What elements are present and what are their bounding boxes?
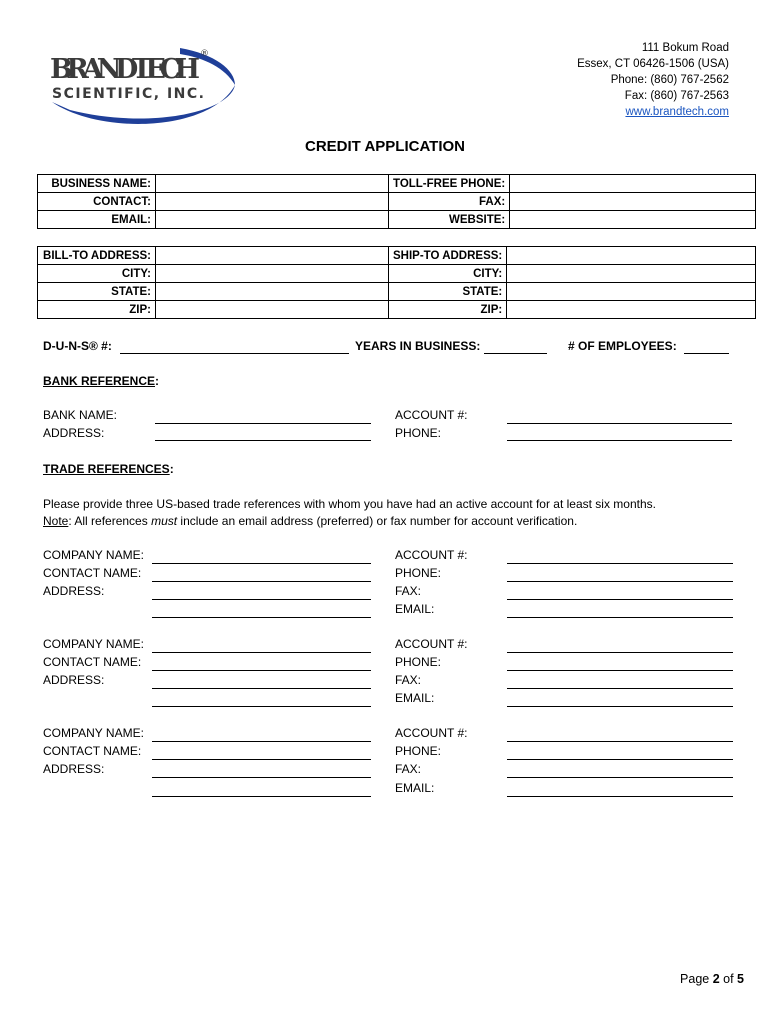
logo-wordmark: BRANDTECH — [50, 54, 200, 85]
contact-name-line[interactable] — [152, 759, 371, 760]
fax-line[interactable] — [507, 688, 733, 689]
phone-label: PHONE: — [395, 655, 442, 669]
company-phone: Phone: (860) 767-2562 — [610, 74, 729, 86]
bank-address-label: ADDRESS: — [43, 426, 105, 440]
account-line[interactable] — [507, 741, 733, 742]
table-row — [38, 283, 756, 301]
company-name-label: COMPANY NAME: — [43, 726, 144, 740]
ship-zip-field[interactable] — [507, 301, 756, 319]
toll-free-phone-field[interactable] — [510, 175, 756, 193]
page-title: CREDIT APPLICATION — [305, 138, 465, 155]
logo-subtitle: SCIENTIFIC, INC. — [52, 86, 204, 102]
duns-line[interactable] — [120, 353, 349, 354]
phone-line[interactable] — [507, 670, 733, 671]
business-name-label: BUSINESS NAME: — [38, 175, 156, 193]
address-line-2[interactable] — [152, 706, 371, 707]
address-line-1[interactable] — [152, 599, 371, 600]
ship-city-label: CITY: — [389, 265, 507, 283]
account-line[interactable] — [507, 652, 733, 653]
bill-city-field[interactable] — [156, 265, 389, 283]
trade-note — [43, 513, 743, 530]
employees-label: # OF EMPLOYEES: — [568, 339, 677, 353]
address-label: ADDRESS: — [43, 762, 105, 776]
company-name-label: COMPANY NAME: — [43, 637, 144, 651]
contact-name-line[interactable] — [152, 670, 371, 671]
page-total: 5 — [737, 972, 744, 986]
bank-heading-text: BANK REFERENCE — [43, 374, 156, 388]
years-in-business-label: YEARS IN BUSINESS: — [355, 339, 481, 353]
address-line-1[interactable] — [152, 688, 371, 689]
years-in-business-line[interactable] — [484, 353, 547, 354]
fax-label: FAX: — [395, 673, 422, 687]
ship-state-field[interactable] — [507, 283, 756, 301]
business-info-table — [37, 174, 756, 229]
contact-name-label: CONTACT NAME: — [43, 566, 142, 580]
fax-line[interactable] — [507, 599, 733, 600]
email-line[interactable] — [507, 617, 733, 618]
website-label: WEBSITE: — [389, 211, 510, 229]
email-label: EMAIL: — [395, 781, 435, 795]
contact-label: CONTACT: — [38, 193, 156, 211]
table-row — [38, 175, 756, 193]
note-text-post: include an email address (preferred) or fax number for account verification. — [177, 514, 578, 528]
company-street: 111 Bokum Road — [641, 42, 729, 54]
logo-swoosh-graphic — [30, 40, 245, 125]
fax-field[interactable] — [510, 193, 756, 211]
bill-city-label: CITY: — [38, 265, 156, 283]
address-table — [37, 246, 756, 319]
address-label: ADDRESS: — [43, 673, 105, 687]
trade-references-heading — [43, 462, 174, 476]
bill-state-label: STATE: — [38, 283, 156, 301]
phone-label: PHONE: — [395, 744, 442, 758]
ship-zip-label: ZIP: — [389, 301, 507, 319]
of-word: of — [719, 972, 738, 986]
bank-address-line[interactable] — [155, 440, 371, 441]
email-line[interactable] — [507, 796, 733, 797]
contact-field[interactable] — [156, 193, 389, 211]
ship-state-label: STATE: — [389, 283, 507, 301]
email-label: EMAIL: — [395, 691, 435, 705]
website-field[interactable] — [510, 211, 756, 229]
note-word: Note — [43, 514, 69, 528]
note-text-pre: : All references — [68, 514, 152, 528]
bank-name-label: BANK NAME: — [43, 408, 118, 422]
phone-line[interactable] — [507, 759, 733, 760]
table-row — [38, 211, 756, 229]
address-label: ADDRESS: — [43, 584, 105, 598]
email-line[interactable] — [507, 706, 733, 707]
bill-to-address-label: BILL-TO ADDRESS: — [38, 247, 156, 265]
address-line-2[interactable] — [152, 796, 371, 797]
phone-label: PHONE: — [395, 566, 442, 580]
company-name-line[interactable] — [152, 563, 371, 564]
email-field[interactable] — [156, 211, 389, 229]
company-name-line[interactable] — [152, 652, 371, 653]
account-line[interactable] — [507, 563, 733, 564]
fax-label: FAX: — [389, 193, 510, 211]
contact-name-line[interactable] — [152, 581, 371, 582]
ship-city-field[interactable] — [507, 265, 756, 283]
company-city: Essex, CT 06426-1506 (USA) — [577, 58, 729, 70]
duns-label: D-U-N-S® #: — [43, 339, 112, 353]
bank-account-line[interactable] — [507, 423, 732, 424]
ship-to-address-label: SHIP-TO ADDRESS: — [389, 247, 507, 265]
bill-to-address-field[interactable] — [156, 247, 389, 265]
company-name-line[interactable] — [152, 741, 371, 742]
employees-line[interactable] — [684, 353, 729, 354]
table-row — [38, 301, 756, 319]
trade-heading-text: TRADE REFERENCES — [43, 462, 170, 476]
bank-name-line[interactable] — [155, 423, 371, 424]
toll-free-phone-label: TOLL-FREE PHONE: — [389, 175, 510, 193]
bill-state-field[interactable] — [156, 283, 389, 301]
trade-instructions: Please provide three US-based trade references with whom you have had an active account for at least six months. — [43, 497, 656, 511]
bank-phone-label: PHONE: — [395, 426, 442, 440]
logo-registered-mark: ® — [200, 49, 209, 59]
contact-name-label: CONTACT NAME: — [43, 655, 142, 669]
fax-label: FAX: — [395, 762, 422, 776]
bill-zip-label: ZIP: — [38, 301, 156, 319]
fax-line[interactable] — [507, 777, 733, 778]
business-name-field[interactable] — [156, 175, 389, 193]
bank-reference-heading — [43, 374, 159, 388]
address-line-1[interactable] — [152, 777, 371, 778]
account-label: ACCOUNT #: — [395, 637, 468, 651]
brandtech-logo — [30, 40, 245, 125]
company-address-block — [577, 40, 729, 120]
account-label: ACCOUNT #: — [395, 726, 468, 740]
address-line-2[interactable] — [152, 617, 371, 618]
account-label: ACCOUNT #: — [395, 548, 468, 562]
fax-label: FAX: — [395, 584, 422, 598]
contact-name-label: CONTACT NAME: — [43, 744, 142, 758]
email-label: EMAIL: — [395, 602, 435, 616]
ship-to-address-field[interactable] — [507, 247, 756, 265]
email-label: EMAIL: — [38, 211, 156, 229]
table-row — [38, 247, 756, 265]
page-number — [680, 972, 744, 986]
trade-heading-colon: : — [169, 462, 174, 476]
page-current: 2 — [712, 972, 720, 986]
phone-line[interactable] — [507, 581, 733, 582]
company-website-link[interactable]: www.brandtech.com — [625, 106, 729, 118]
note-must: must — [151, 514, 178, 528]
company-fax: Fax: (860) 767-2563 — [624, 90, 729, 102]
bank-phone-line[interactable] — [507, 440, 732, 441]
bank-account-label: ACCOUNT #: — [395, 408, 468, 422]
page-word: Page — [680, 972, 713, 986]
company-name-label: COMPANY NAME: — [43, 548, 144, 562]
bank-heading-colon: : — [155, 374, 160, 388]
table-row — [38, 265, 756, 283]
table-row — [38, 193, 756, 211]
bill-zip-field[interactable] — [156, 301, 389, 319]
